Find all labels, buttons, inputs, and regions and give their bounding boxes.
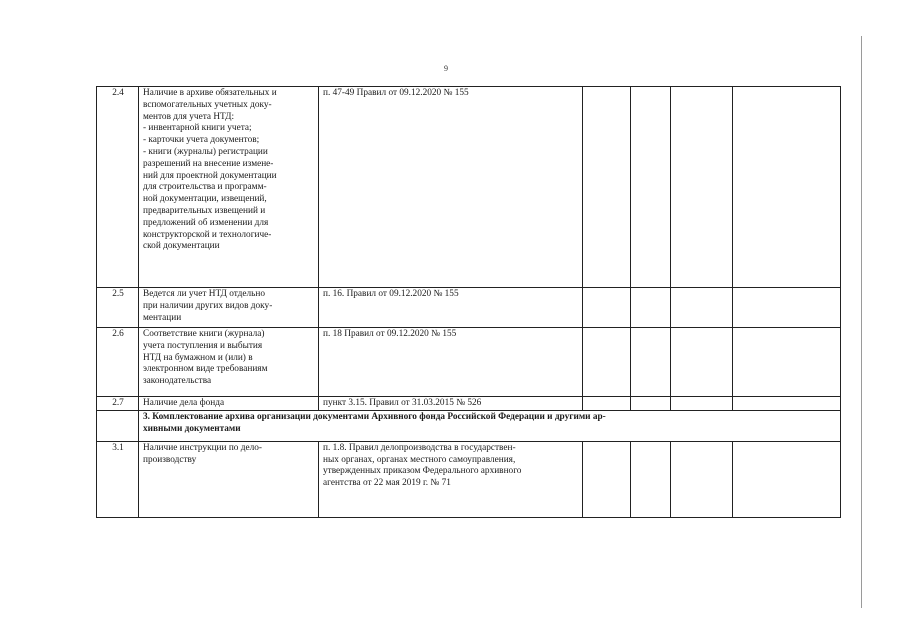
legal-reference: пункт 3.15. Правил от 31.03.2015 № 526 xyxy=(319,397,583,411)
empty-cell xyxy=(583,397,631,411)
table-row xyxy=(97,87,841,288)
empty-cell xyxy=(631,87,671,288)
empty-cell xyxy=(671,288,733,328)
empty-cell xyxy=(583,328,631,397)
empty-cell xyxy=(733,441,841,517)
legal-reference: п. 18 Правил от 09.12.2020 № 155 xyxy=(319,328,583,397)
empty-cell xyxy=(583,441,631,517)
table-row xyxy=(97,397,841,411)
empty-cell xyxy=(671,441,733,517)
inspection-checklist-table xyxy=(96,86,841,518)
empty-cell xyxy=(631,288,671,328)
row-number: 3.1 xyxy=(97,441,139,517)
requirement-description: Наличие в архиве обязательных и вспомогательных учетных доку- ментов для учета НТД: - инвентарной книги учета; - карточки учета документов; - книги (журналы) регистрации разрешений на внесение измене- ний для проектной документации для строительства и программ- ной документации, извещений, предварительных извещений и предложений об изменении для конструкторской и технологиче- ской документации xyxy=(139,87,319,288)
empty-cell xyxy=(583,87,631,288)
requirement-description: Наличие дела фонда xyxy=(139,397,319,411)
empty-cell xyxy=(97,410,139,441)
requirement-description: Соответствие книги (журнала) учета поступления и выбытия НТД на бумажном и (или) в электронном виде требованиям законодательства xyxy=(139,328,319,397)
empty-cell xyxy=(631,328,671,397)
section-3-heading: 3. Комплектование архива организации документами Архивного фонда Российской Федерации и другими ар- хивными документами xyxy=(139,410,841,441)
row-number: 2.4 xyxy=(97,87,139,288)
empty-cell xyxy=(583,288,631,328)
empty-cell xyxy=(671,397,733,411)
page-number: 9 xyxy=(444,64,448,73)
section-heading-row xyxy=(97,410,841,441)
empty-cell xyxy=(733,328,841,397)
row-number: 2.5 xyxy=(97,288,139,328)
row-number: 2.7 xyxy=(97,397,139,411)
empty-cell xyxy=(631,397,671,411)
table-row xyxy=(97,441,841,517)
page-edge-line xyxy=(861,36,862,608)
empty-cell xyxy=(733,87,841,288)
empty-cell xyxy=(733,288,841,328)
empty-cell xyxy=(631,441,671,517)
requirement-description: Наличие инструкции по дело- производству xyxy=(139,441,319,517)
empty-cell xyxy=(733,397,841,411)
legal-reference: п. 47-49 Правил от 09.12.2020 № 155 xyxy=(319,87,583,288)
legal-reference: п. 16. Правил от 09.12.2020 № 155 xyxy=(319,288,583,328)
requirement-description: Ведется ли учет НТД отдельно при наличии других видов доку- ментации xyxy=(139,288,319,328)
empty-cell xyxy=(671,328,733,397)
legal-reference: п. 1.8. Правил делопроизводства в государствен- ных органах, органах местного самоуправления, утвержденных приказом Федерального архивного агентства от 22 мая 2019 г. № 71 xyxy=(319,441,583,517)
table-row xyxy=(97,328,841,397)
empty-cell xyxy=(671,87,733,288)
table-row xyxy=(97,288,841,328)
row-number: 2.6 xyxy=(97,328,139,397)
